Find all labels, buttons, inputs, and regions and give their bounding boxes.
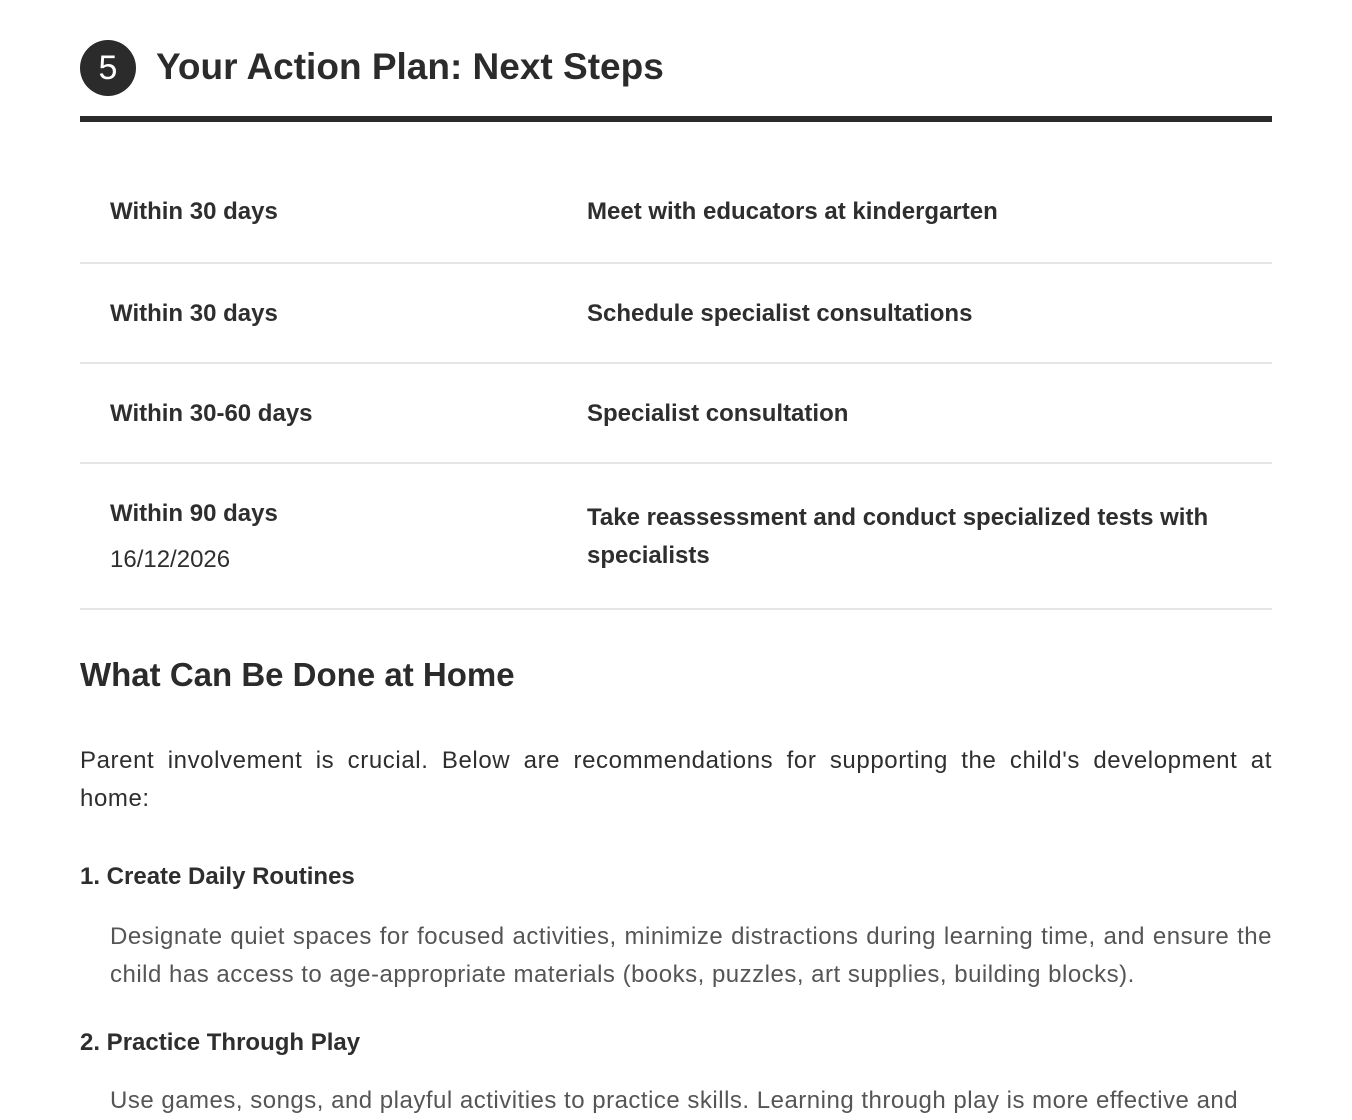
action-cell bbox=[587, 395, 1272, 462]
recommendation-heading: 1. Create Daily Routines bbox=[80, 863, 355, 890]
timeframe-label: Within 30 days bbox=[110, 300, 278, 327]
section-title: Your Action Plan: Next Steps bbox=[156, 46, 664, 87]
action-plan-table bbox=[80, 162, 1272, 610]
home-intro-paragraph: Parent involvement is crucial. Below are recommendations for supporting the child's development at home: bbox=[80, 747, 1272, 812]
timeframe-date: 16/12/2026 bbox=[110, 546, 231, 573]
action-plan-row bbox=[80, 264, 1272, 364]
action-label: Specialist consultation bbox=[587, 400, 849, 427]
action-plan-row bbox=[80, 364, 1272, 464]
action-label: Schedule specialist consultations bbox=[587, 300, 973, 327]
recommendation-heading: 2. Practice Through Play bbox=[80, 1029, 361, 1056]
recommendation-body: Designate quiet spaces for focused activities, minimize distractions during learning time, and ensure the child has access to age-appropriate materials (books, puzzles, art supplies, building blocks). bbox=[110, 923, 1272, 988]
action-label: Meet with educators at kindergarten bbox=[587, 198, 998, 225]
action-cell bbox=[587, 495, 1272, 608]
action-cell bbox=[587, 193, 1272, 262]
timeframe-cell bbox=[80, 395, 587, 462]
timeframe-cell bbox=[80, 295, 587, 362]
action-label: Take reassessment and conduct specialized tests with specialists bbox=[587, 504, 1209, 569]
recommendation-body: Use games, songs, and playful activities to practice skills. Learning through play is more effective and bbox=[110, 1087, 1239, 1114]
timeframe-label: Within 30-60 days bbox=[110, 400, 313, 427]
timeframe-label: Within 30 days bbox=[110, 198, 278, 225]
section-header bbox=[80, 0, 1272, 122]
timeframe-cell bbox=[80, 193, 587, 262]
home-section-title: What Can Be Done at Home bbox=[80, 656, 515, 693]
section-divider bbox=[80, 116, 1272, 122]
report-page bbox=[80, 0, 1272, 1114]
timeframe-label: Within 90 days bbox=[110, 500, 278, 527]
section-number-badge: 5 bbox=[80, 40, 136, 96]
action-plan-row bbox=[80, 464, 1272, 610]
action-plan-row bbox=[80, 162, 1272, 264]
action-cell bbox=[587, 295, 1272, 362]
timeframe-cell bbox=[80, 495, 587, 608]
